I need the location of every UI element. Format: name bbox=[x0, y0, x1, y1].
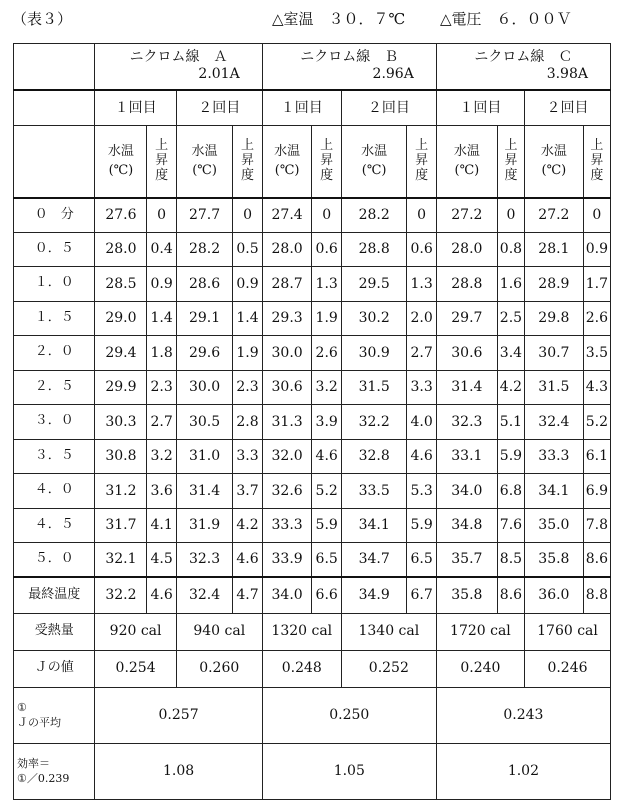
heat-row bbox=[14, 613, 611, 650]
water-temp-cell: 32.2 bbox=[341, 405, 407, 440]
water-temp-cell: 30.3 bbox=[95, 405, 147, 440]
water-temp-cell: 34.1 bbox=[525, 474, 584, 509]
temp-rise-label: 上昇度 bbox=[415, 137, 429, 183]
j-value-cell: 0.260 bbox=[176, 650, 262, 687]
water-temp-cell: 30.5 bbox=[176, 405, 233, 440]
efficiency-cell: 1.05 bbox=[262, 743, 436, 799]
temp-rise-cell: 3.3 bbox=[233, 439, 262, 474]
water-temp-cell: 32.4 bbox=[525, 405, 584, 440]
water-temp-cell: 32.8 bbox=[341, 439, 407, 474]
temp-rise-cell: 0.4 bbox=[147, 232, 176, 267]
temp-rise-cell: 6.5 bbox=[407, 543, 436, 578]
water-temp-cell: 33.3 bbox=[525, 439, 584, 474]
water-temp-cell: 30.0 bbox=[262, 336, 312, 371]
temp-rise-cell: 2.5 bbox=[497, 301, 524, 336]
water-temp-header bbox=[176, 126, 233, 198]
temp-rise-cell: 1.4 bbox=[233, 301, 262, 336]
temp-rise-cell: 2.3 bbox=[147, 370, 176, 405]
wire-b-header bbox=[262, 44, 436, 90]
time-label: ２．０ bbox=[14, 336, 95, 371]
water-temp-cell: 34.7 bbox=[341, 543, 407, 578]
temp-rise-cell: 0 bbox=[497, 198, 524, 233]
water-temp-cell: 30.2 bbox=[341, 301, 407, 336]
water-temp-cell: 32.6 bbox=[262, 474, 312, 509]
temp-rise-header bbox=[407, 126, 436, 198]
efficiency-row bbox=[14, 743, 611, 799]
water-temp-cell: 35.8 bbox=[525, 543, 584, 578]
temp-rise-cell: 0 bbox=[312, 198, 341, 233]
heat-cell: 940 cal bbox=[176, 613, 262, 650]
water-temp-cell: 31.9 bbox=[176, 508, 233, 543]
time-label: ２．５ bbox=[14, 370, 95, 405]
temp-rise-cell: 5.9 bbox=[497, 439, 524, 474]
j-value-cell: 0.254 bbox=[95, 650, 176, 687]
table-row bbox=[14, 336, 611, 371]
final-temp-cell: 6.7 bbox=[407, 577, 436, 613]
water-temp-cell: 31.4 bbox=[436, 370, 497, 405]
final-temp-cell: 8.8 bbox=[583, 577, 610, 613]
water-temp-label: 水温 bbox=[361, 143, 388, 159]
temp-rise-cell: 5.9 bbox=[407, 508, 436, 543]
temp-rise-cell: 6.1 bbox=[583, 439, 610, 474]
wire-c-name: ニクロム線 Ｃ bbox=[474, 49, 573, 66]
temp-rise-header bbox=[312, 126, 341, 198]
water-temp-cell: 27.2 bbox=[436, 198, 497, 233]
wire-a-trial-2: ２回目 bbox=[176, 90, 262, 126]
water-temp-header bbox=[525, 126, 584, 198]
final-temp-cell: 36.0 bbox=[525, 577, 584, 613]
temp-rise-cell: 8.6 bbox=[583, 543, 610, 578]
j-average-cell: 0.257 bbox=[95, 687, 262, 743]
water-temp-header bbox=[262, 126, 312, 198]
temp-rise-cell: 3.2 bbox=[147, 439, 176, 474]
temp-rise-cell: 1.6 bbox=[497, 267, 524, 302]
heat-cell: 920 cal bbox=[95, 613, 176, 650]
heat-label: 受熱量 bbox=[14, 613, 95, 650]
wire-c-trial-2: ２回目 bbox=[525, 90, 611, 126]
water-temp-cell: 33.9 bbox=[262, 543, 312, 578]
voltage: △電圧 ６．００Ｖ bbox=[440, 10, 572, 28]
water-temp-cell: 27.4 bbox=[262, 198, 312, 233]
temp-rise-cell: 6.8 bbox=[497, 474, 524, 509]
j-average-label-line2: Ｊの平均 bbox=[17, 716, 61, 729]
water-temp-header bbox=[95, 126, 147, 198]
water-temp-cell: 31.3 bbox=[262, 405, 312, 440]
temp-rise-cell: 2.6 bbox=[583, 301, 610, 336]
wire-a-current: 2.01A bbox=[198, 66, 240, 83]
temp-rise-cell: 0 bbox=[147, 198, 176, 233]
water-temp-unit: (℃) bbox=[541, 163, 567, 179]
water-temp-cell: 29.4 bbox=[95, 336, 147, 371]
trial-header-row bbox=[14, 90, 611, 126]
water-temp-cell: 33.5 bbox=[341, 474, 407, 509]
temp-rise-cell: 4.2 bbox=[233, 508, 262, 543]
temp-rise-cell: 4.5 bbox=[147, 543, 176, 578]
j-average-cell: 0.243 bbox=[436, 687, 610, 743]
time-label: ４．５ bbox=[14, 508, 95, 543]
temp-rise-cell: 4.2 bbox=[497, 370, 524, 405]
temp-rise-cell: 1.7 bbox=[583, 267, 610, 302]
temp-rise-cell: 8.5 bbox=[497, 543, 524, 578]
water-temp-header bbox=[436, 126, 497, 198]
water-temp-cell: 29.7 bbox=[436, 301, 497, 336]
time-label: １．５ bbox=[14, 301, 95, 336]
water-temp-cell: 35.0 bbox=[525, 508, 584, 543]
j-average-cell: 0.250 bbox=[262, 687, 436, 743]
temp-rise-cell: 7.8 bbox=[583, 508, 610, 543]
final-temp-cell: 6.6 bbox=[312, 577, 341, 613]
water-temp-cell: 27.7 bbox=[176, 198, 233, 233]
heat-cell: 1760 cal bbox=[525, 613, 611, 650]
water-temp-cell: 29.0 bbox=[95, 301, 147, 336]
water-temp-cell: 28.8 bbox=[341, 232, 407, 267]
water-temp-cell: 34.0 bbox=[436, 474, 497, 509]
water-temp-cell: 27.2 bbox=[525, 198, 584, 233]
water-temp-unit: (℃) bbox=[108, 163, 134, 179]
j-value-cell: 0.246 bbox=[525, 650, 611, 687]
heat-cell: 1720 cal bbox=[436, 613, 524, 650]
water-temp-label: 水温 bbox=[274, 143, 301, 159]
water-temp-cell: 31.5 bbox=[341, 370, 407, 405]
temp-rise-cell: 0 bbox=[407, 198, 436, 233]
j-average-label-line1: ① bbox=[17, 700, 27, 714]
water-temp-cell: 31.2 bbox=[95, 474, 147, 509]
water-temp-cell: 28.0 bbox=[436, 232, 497, 267]
water-temp-cell: 33.3 bbox=[262, 508, 312, 543]
temp-rise-cell: 0 bbox=[233, 198, 262, 233]
water-temp-label: 水温 bbox=[191, 143, 218, 159]
temp-rise-cell: 0.9 bbox=[147, 267, 176, 302]
water-temp-cell: 29.5 bbox=[341, 267, 407, 302]
wire-a-name: ニクロム線 Ａ bbox=[129, 49, 228, 66]
temp-rise-cell: 3.7 bbox=[233, 474, 262, 509]
water-temp-cell: 28.0 bbox=[262, 232, 312, 267]
temp-rise-cell: 1.4 bbox=[147, 301, 176, 336]
water-temp-cell: 34.8 bbox=[436, 508, 497, 543]
water-temp-unit: (℃) bbox=[361, 163, 387, 179]
water-temp-cell: 28.0 bbox=[95, 232, 147, 267]
temp-rise-header bbox=[583, 126, 610, 198]
table-row bbox=[14, 301, 611, 336]
temp-rise-cell: 0.5 bbox=[233, 232, 262, 267]
temp-rise-cell: 4.6 bbox=[407, 439, 436, 474]
water-temp-cell: 30.7 bbox=[525, 336, 584, 371]
temp-rise-cell: 0.6 bbox=[407, 232, 436, 267]
temp-rise-cell: 0.9 bbox=[583, 232, 610, 267]
water-temp-cell: 30.0 bbox=[176, 370, 233, 405]
wire-header-row bbox=[14, 44, 611, 90]
water-temp-cell: 28.7 bbox=[262, 267, 312, 302]
temp-rise-label: 上昇度 bbox=[320, 137, 334, 183]
water-temp-cell: 28.8 bbox=[436, 267, 497, 302]
water-temp-cell: 35.7 bbox=[436, 543, 497, 578]
temp-rise-cell: 0.6 bbox=[312, 232, 341, 267]
table-row bbox=[14, 508, 611, 543]
efficiency-label-line1: 効率＝ bbox=[17, 756, 50, 770]
water-temp-label: 水温 bbox=[540, 143, 567, 159]
water-temp-cell: 28.6 bbox=[176, 267, 233, 302]
temp-rise-label: 上昇度 bbox=[504, 137, 518, 183]
water-temp-cell: 32.0 bbox=[262, 439, 312, 474]
final-temp-cell: 34.9 bbox=[341, 577, 407, 613]
water-temp-cell: 29.1 bbox=[176, 301, 233, 336]
temp-rise-header bbox=[233, 126, 262, 198]
final-temp-cell: 32.4 bbox=[176, 577, 233, 613]
time-label: ５．０ bbox=[14, 543, 95, 578]
table-row bbox=[14, 543, 611, 578]
water-temp-cell: 30.9 bbox=[341, 336, 407, 371]
j-average-label bbox=[14, 687, 95, 743]
room-temperature: △室温 ３０．７℃ bbox=[272, 10, 406, 28]
j-value-cell: 0.240 bbox=[436, 650, 524, 687]
water-temp-cell: 30.6 bbox=[436, 336, 497, 371]
temp-rise-cell: 4.6 bbox=[233, 543, 262, 578]
temp-rise-cell: 3.4 bbox=[497, 336, 524, 371]
temp-rise-label: 上昇度 bbox=[241, 137, 255, 183]
water-temp-cell: 28.2 bbox=[176, 232, 233, 267]
water-temp-cell: 34.1 bbox=[341, 508, 407, 543]
temp-rise-cell: 2.7 bbox=[147, 405, 176, 440]
final-temp-label: 最終温度 bbox=[14, 577, 95, 613]
final-temp-cell: 32.2 bbox=[95, 577, 147, 613]
temp-rise-cell: 1.3 bbox=[407, 267, 436, 302]
temp-rise-cell: 2.0 bbox=[407, 301, 436, 336]
temp-rise-cell: 5.1 bbox=[497, 405, 524, 440]
wire-b-current: 2.96A bbox=[372, 66, 414, 83]
final-temp-cell: 4.7 bbox=[233, 577, 262, 613]
temp-rise-header bbox=[497, 126, 524, 198]
table-label: （表３） bbox=[12, 10, 73, 28]
results-table bbox=[13, 43, 611, 800]
temp-rise-header bbox=[147, 126, 176, 198]
water-temp-cell: 30.8 bbox=[95, 439, 147, 474]
temp-rise-cell: 6.9 bbox=[583, 474, 610, 509]
j-value-label: Ｊの値 bbox=[14, 650, 95, 687]
wire-a-header bbox=[95, 44, 262, 90]
temp-rise-cell: 3.2 bbox=[312, 370, 341, 405]
temp-rise-cell: 3.9 bbox=[312, 405, 341, 440]
water-temp-cell: 28.5 bbox=[95, 267, 147, 302]
table-row bbox=[14, 198, 611, 233]
temp-rise-cell: 6.5 bbox=[312, 543, 341, 578]
table-row bbox=[14, 405, 611, 440]
temp-rise-cell: 1.8 bbox=[147, 336, 176, 371]
efficiency-label bbox=[14, 743, 95, 799]
final-temp-cell: 8.6 bbox=[497, 577, 524, 613]
table-row bbox=[14, 370, 611, 405]
temp-rise-cell: 4.6 bbox=[312, 439, 341, 474]
temp-rise-cell: 5.2 bbox=[312, 474, 341, 509]
efficiency-label-line2: ①／0.239 bbox=[17, 772, 70, 785]
time-label: ０ 分 bbox=[14, 198, 95, 233]
temp-rise-cell: 4.0 bbox=[407, 405, 436, 440]
temp-rise-cell: 3.3 bbox=[407, 370, 436, 405]
final-temp-cell: 34.0 bbox=[262, 577, 312, 613]
wire-c-current: 3.98A bbox=[546, 66, 588, 83]
temp-rise-cell: 1.3 bbox=[312, 267, 341, 302]
temp-rise-cell: 5.3 bbox=[407, 474, 436, 509]
wire-b-name: ニクロム線 Ｂ bbox=[300, 49, 399, 66]
water-temp-label: 水温 bbox=[107, 143, 134, 159]
temp-rise-cell: 5.9 bbox=[312, 508, 341, 543]
time-label: ３．５ bbox=[14, 439, 95, 474]
time-label: ３．０ bbox=[14, 405, 95, 440]
heat-cell: 1340 cal bbox=[341, 613, 436, 650]
efficiency-cell: 1.02 bbox=[436, 743, 610, 799]
temp-rise-cell: 3.5 bbox=[583, 336, 610, 371]
wire-b-trial-1: １回目 bbox=[262, 90, 341, 126]
water-temp-header bbox=[341, 126, 407, 198]
table-row bbox=[14, 439, 611, 474]
temp-rise-cell: 1.9 bbox=[312, 301, 341, 336]
temp-rise-cell: 0.8 bbox=[497, 232, 524, 267]
final-temp-row bbox=[14, 577, 611, 613]
table-row bbox=[14, 232, 611, 267]
temp-rise-label: 上昇度 bbox=[155, 137, 169, 183]
water-temp-cell: 31.5 bbox=[525, 370, 584, 405]
wire-b-trial-2: ２回目 bbox=[341, 90, 436, 126]
j-average-row bbox=[14, 687, 611, 743]
temp-rise-cell: 2.3 bbox=[233, 370, 262, 405]
column-header-corner bbox=[14, 126, 95, 198]
water-temp-label: 水温 bbox=[453, 143, 480, 159]
temp-rise-cell: 0.9 bbox=[233, 267, 262, 302]
water-temp-cell: 31.7 bbox=[95, 508, 147, 543]
table-row bbox=[14, 267, 611, 302]
water-temp-cell: 28.1 bbox=[525, 232, 584, 267]
j-value-cell: 0.248 bbox=[262, 650, 341, 687]
water-temp-cell: 29.6 bbox=[176, 336, 233, 371]
wire-c-header bbox=[436, 44, 610, 90]
j-value-row bbox=[14, 650, 611, 687]
table-row bbox=[14, 474, 611, 509]
temp-rise-cell: 4.3 bbox=[583, 370, 610, 405]
efficiency-cell: 1.08 bbox=[95, 743, 262, 799]
temp-rise-label: 上昇度 bbox=[590, 137, 604, 183]
corner-cell bbox=[14, 44, 95, 90]
time-label: ０．５ bbox=[14, 232, 95, 267]
temp-rise-cell: 4.1 bbox=[147, 508, 176, 543]
wire-c-trial-1: １回目 bbox=[436, 90, 524, 126]
temp-rise-cell: 3.6 bbox=[147, 474, 176, 509]
water-temp-cell: 29.3 bbox=[262, 301, 312, 336]
temp-rise-cell: 2.6 bbox=[312, 336, 341, 371]
water-temp-cell: 30.6 bbox=[262, 370, 312, 405]
water-temp-cell: 27.6 bbox=[95, 198, 147, 233]
water-temp-cell: 32.3 bbox=[436, 405, 497, 440]
temp-rise-cell: 1.9 bbox=[233, 336, 262, 371]
water-temp-cell: 31.4 bbox=[176, 474, 233, 509]
water-temp-unit: (℃) bbox=[454, 163, 480, 179]
temp-rise-cell: 7.6 bbox=[497, 508, 524, 543]
water-temp-unit: (℃) bbox=[192, 163, 217, 179]
final-temp-cell: 35.8 bbox=[436, 577, 497, 613]
temp-rise-cell: 0 bbox=[583, 198, 610, 233]
heat-cell: 1320 cal bbox=[262, 613, 341, 650]
temp-rise-cell: 5.2 bbox=[583, 405, 610, 440]
trial-corner-cell bbox=[14, 90, 95, 126]
water-temp-cell: 32.1 bbox=[95, 543, 147, 578]
water-temp-cell: 33.1 bbox=[436, 439, 497, 474]
water-temp-cell: 31.0 bbox=[176, 439, 233, 474]
final-temp-cell: 4.6 bbox=[147, 577, 176, 613]
temp-rise-cell: 2.7 bbox=[407, 336, 436, 371]
j-value-cell: 0.252 bbox=[341, 650, 436, 687]
column-header-row bbox=[14, 126, 611, 198]
time-label: １．０ bbox=[14, 267, 95, 302]
time-label: ４．０ bbox=[14, 474, 95, 509]
water-temp-cell: 28.2 bbox=[341, 198, 407, 233]
water-temp-cell: 29.9 bbox=[95, 370, 147, 405]
temp-rise-cell: 2.8 bbox=[233, 405, 262, 440]
water-temp-unit: (℃) bbox=[274, 163, 300, 179]
wire-a-trial-1: １回目 bbox=[95, 90, 176, 126]
water-temp-cell: 32.3 bbox=[176, 543, 233, 578]
water-temp-cell: 28.9 bbox=[525, 267, 584, 302]
water-temp-cell: 29.8 bbox=[525, 301, 584, 336]
